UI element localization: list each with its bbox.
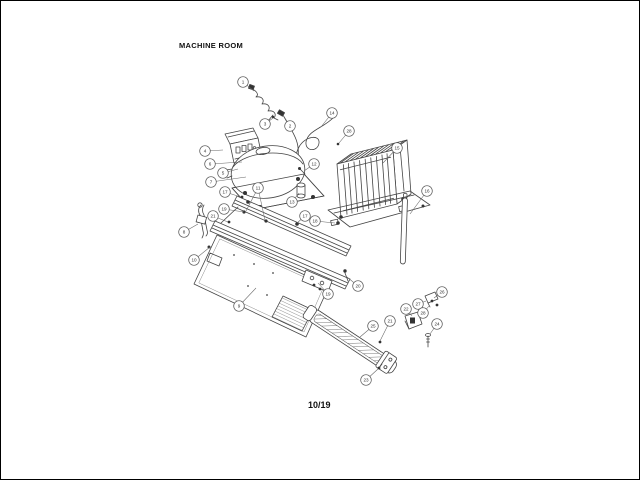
callout-number: 24 [434, 321, 440, 327]
callout-number: 8 [182, 229, 186, 235]
callout-number: 2 [288, 123, 292, 129]
callout-number: 1 [241, 79, 245, 85]
callout-number: 15 [394, 145, 400, 151]
callout-number: 26 [439, 289, 445, 295]
callout-number: 22 [403, 306, 409, 312]
finned-condenser-illustration [328, 140, 430, 227]
callout-number: 20 [355, 283, 361, 289]
callout-number: 23 [363, 377, 369, 383]
callout-number: 27 [415, 301, 421, 307]
drain-pipe-illustration [400, 194, 407, 265]
callout-number: 3 [263, 121, 267, 127]
callout-number: 28 [420, 310, 426, 316]
callout-number: 19 [221, 206, 227, 212]
callout-number: 18 [312, 218, 318, 224]
callout-number: 4 [203, 148, 207, 154]
suction-pipe-illustration [196, 203, 207, 238]
callout-number: 12 [311, 161, 317, 167]
callout-number: 21 [210, 213, 216, 219]
callout-number: 9 [237, 303, 241, 309]
callout-number: 17 [302, 213, 308, 219]
callout-number: 6 [208, 161, 212, 167]
callout-number: 28 [346, 128, 352, 134]
diagram-title: MACHINE ROOM [179, 41, 244, 50]
callout-number: 19 [325, 291, 331, 297]
page-number: 10/19 [308, 400, 331, 410]
callout-number: 7 [209, 179, 213, 185]
callout-number: 17 [222, 189, 228, 195]
callout-number: 13 [289, 199, 295, 205]
hatched-rail-cover-illustration [302, 304, 399, 375]
callout-number: 16 [424, 188, 430, 194]
callout-number: 21 [387, 318, 393, 324]
callout-number: 11 [255, 185, 261, 191]
callout-number: 14 [329, 110, 335, 116]
callout-number: 10 [191, 257, 197, 263]
callout-number: 25 [370, 323, 376, 329]
callout-number: 5 [221, 170, 225, 176]
